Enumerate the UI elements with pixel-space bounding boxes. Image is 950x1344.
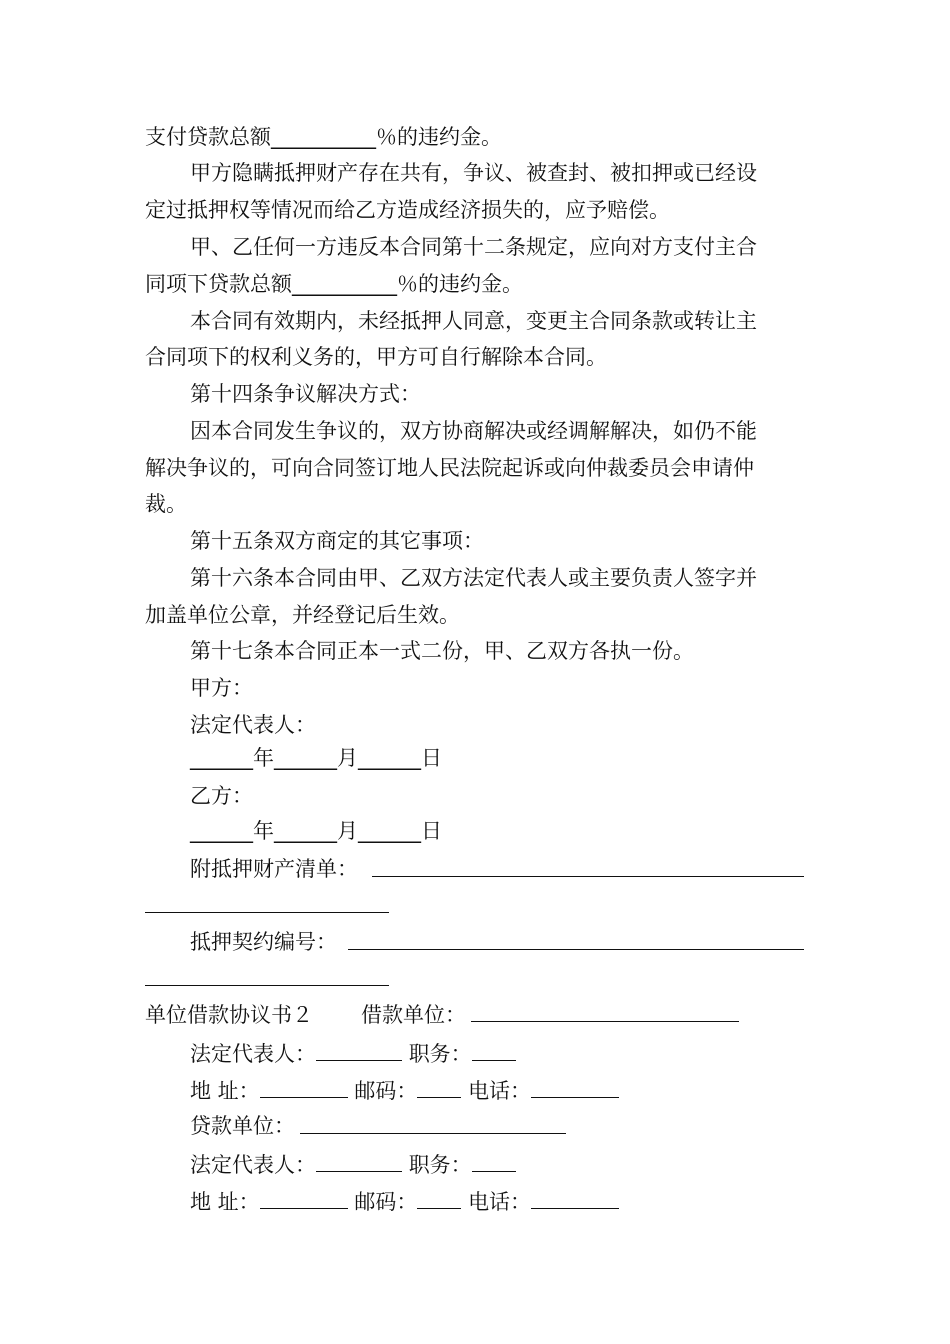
postcode-blank — [417, 1075, 461, 1098]
legal-representative-label: 法定代表人： — [190, 713, 316, 737]
address-label: 地 址： — [190, 1079, 260, 1103]
collateral-list-blank — [372, 876, 804, 877]
party-b-label: 乙方： — [190, 784, 253, 808]
position-blank — [472, 1038, 516, 1061]
text-line: 因本合同发生争议的，双方协商解决或经调解解决，如仍不能 — [190, 419, 757, 443]
address-line — [190, 1075, 619, 1103]
text-line: 合同项下的权利义务的，甲方可自行解除本合同。 — [145, 345, 607, 369]
lender-line — [190, 1112, 295, 1140]
party-a-label: 甲方： — [190, 676, 253, 700]
position-label: 职务： — [408, 1042, 472, 1066]
text-line: 支付贷款总额__________％的违约金。 — [145, 125, 502, 149]
legal-rep-label: 法定代表人： — [190, 1153, 316, 1177]
phone-blank — [531, 1186, 619, 1209]
collateral-list-label: 附抵押财产清单： — [190, 857, 358, 881]
text-line: 第十七条本合同正本一式二份，甲、乙双方各执一份。 — [190, 639, 694, 663]
phone-label: 电话： — [468, 1079, 532, 1103]
contract-number-label: 抵押契约编号： — [190, 930, 337, 954]
text-line: 本合同有效期内，未经抵押人同意，变更主合同条款或转让主 — [190, 309, 757, 333]
agreement-title-text: 单位借款协议书２ — [145, 1003, 313, 1027]
legal-rep-label: 法定代表人： — [190, 1042, 316, 1066]
section-heading: 第十五条双方商定的其它事项： — [190, 529, 484, 553]
position-label: 职务： — [408, 1153, 472, 1177]
contract-number-blank-cont — [145, 985, 389, 986]
legal-rep-line — [190, 1038, 516, 1066]
phone-blank — [531, 1075, 619, 1098]
collateral-list-blank-cont — [145, 912, 389, 913]
postcode-blank — [417, 1186, 461, 1209]
text-line: 甲方隐瞒抵押财产存在共有，争议、被查封、被扣押或已经设 — [190, 161, 757, 185]
text-line: 解决争议的，可向合同签订地人民法院起诉或向仲裁委员会申请仲 — [145, 456, 754, 480]
position-blank — [472, 1149, 516, 1172]
postcode-label: 邮码： — [354, 1190, 418, 1214]
text-line: 加盖单位公章，并经登记后生效。 — [145, 603, 460, 627]
borrower-label: 借款单位： — [361, 1003, 466, 1027]
address-blank — [260, 1186, 348, 1209]
section-heading: 第十四条争议解决方式： — [190, 382, 421, 406]
text-line: 定过抵押权等情况而给乙方造成经济损失的，应予赔偿。 — [145, 198, 670, 222]
agreement-title — [145, 1001, 466, 1029]
legal-rep-blank — [316, 1149, 402, 1172]
lender-blank — [300, 1133, 566, 1134]
address-label: 地 址： — [190, 1190, 260, 1214]
date-line: ______年______月______日 — [190, 746, 442, 770]
text-line: 同项下贷款总额__________％的违约金。 — [145, 272, 523, 296]
postcode-label: 邮码： — [354, 1079, 418, 1103]
lender-label: 贷款单位： — [190, 1114, 295, 1138]
text-line: 甲、乙任何一方违反本合同第十二条规定，应向对方支付主合 — [190, 235, 757, 259]
legal-rep-line — [190, 1149, 516, 1177]
contract-number-blank — [348, 949, 804, 950]
legal-rep-blank — [316, 1038, 402, 1061]
date-line: ______年______月______日 — [190, 819, 442, 843]
phone-label: 电话： — [468, 1190, 532, 1214]
address-blank — [260, 1075, 348, 1098]
text-line: 裁。 — [145, 492, 187, 516]
address-line — [190, 1186, 619, 1214]
borrower-blank — [471, 1021, 739, 1022]
text-line: 第十六条本合同由甲、乙双方法定代表人或主要负责人签字并 — [190, 566, 757, 590]
